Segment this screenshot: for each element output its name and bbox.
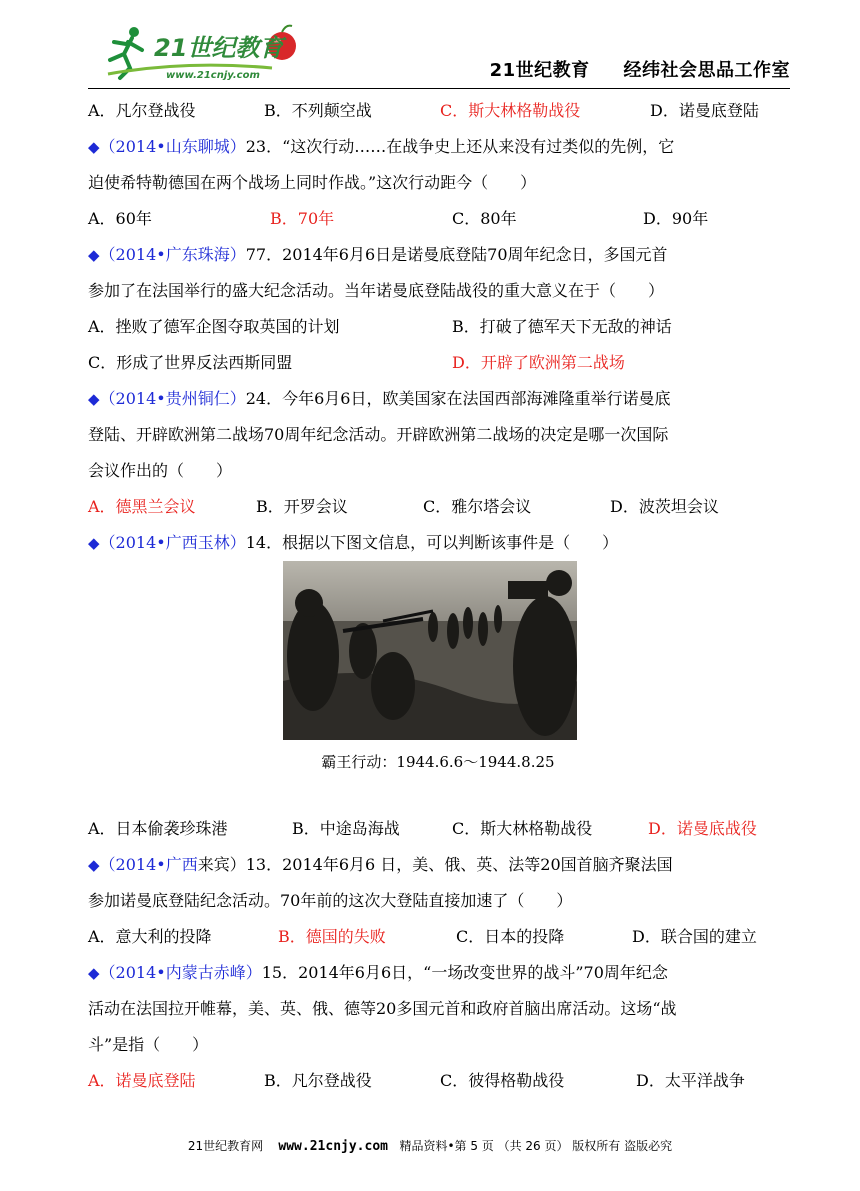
q4-option-b: B．中途岛海战 bbox=[292, 819, 400, 838]
q2-options-ab bbox=[88, 309, 788, 345]
header-studio: 经纬社会思品工作室 bbox=[623, 60, 790, 81]
q1-line2: 迫使希特勒德国在两个战场上同时作战。”这次行动距今（ ） bbox=[88, 173, 537, 192]
q2-options-cd bbox=[88, 345, 788, 381]
footer-rest: 精品资料•第 5 页 （共 26 页） 版权所有 盗版必究 bbox=[399, 1139, 673, 1153]
q0-option-a: A．凡尔登战役 bbox=[88, 101, 196, 120]
page-header bbox=[88, 20, 790, 86]
q5-options bbox=[88, 919, 788, 955]
q2-option-b: B．打破了德军天下无敌的神话 bbox=[452, 317, 672, 336]
q4-options bbox=[88, 811, 788, 847]
diamond-icon: ◆ bbox=[88, 246, 100, 264]
header-rule bbox=[88, 88, 790, 89]
q2-source: （2014•广东珠海） bbox=[99, 245, 246, 264]
footer-url[interactable]: www.21cnjy.com bbox=[278, 1139, 388, 1154]
q6-source: （2014•内蒙古赤峰） bbox=[99, 963, 262, 982]
q3-source: （2014•贵州铜仁） bbox=[99, 389, 246, 408]
q4-figure bbox=[88, 561, 788, 811]
q6-options bbox=[88, 1063, 788, 1099]
q2-line1: ◆（2014•广东珠海）77．2014年6月6日是诺曼底登陆70周年纪念日，多国元首 bbox=[88, 245, 668, 264]
q6-line1: ◆（2014•内蒙古赤峰）15．2014年6月6日，“一场改变世界的战斗”70周年纪念 bbox=[88, 963, 668, 982]
q4-option-d: D．诺曼底战役 bbox=[648, 819, 757, 838]
q5-option-c: C．日本的投降 bbox=[456, 927, 565, 946]
logo-text: 21世纪教育 bbox=[154, 34, 284, 62]
q3-option-d: D．波茨坦会议 bbox=[610, 497, 719, 516]
q6-option-d: D．太平洋战争 bbox=[636, 1071, 745, 1090]
q0-options bbox=[88, 93, 788, 129]
footer-site: 21世纪教育网 bbox=[187, 1139, 264, 1153]
q3-option-b: B．开罗会议 bbox=[256, 497, 348, 516]
q3-line3: 会议作出的（ ） bbox=[88, 461, 233, 480]
diamond-icon: ◆ bbox=[88, 856, 100, 874]
q5-option-b: B．德国的失败 bbox=[278, 927, 386, 946]
q6-line2: 活动在法国拉开帷幕，美、英、俄、德等20多国元首和政府首脑出席活动。这场“战 bbox=[88, 999, 677, 1018]
q5-source: （2014•广西 bbox=[99, 855, 198, 874]
q4-source: （2014•广西玉林） bbox=[99, 533, 246, 552]
q3-line1: ◆（2014•贵州铜仁）24．今年6月6日，欧美国家在法国西部海滩隆重举行诺曼底 bbox=[88, 389, 671, 408]
q2-option-c: C．形成了世界反法西斯同盟 bbox=[88, 353, 293, 372]
logo-url: www.21cnjy.com bbox=[166, 70, 260, 81]
q5-source-tail: 来宾） bbox=[197, 855, 246, 874]
q5-line2: 参加诺曼底登陆纪念活动。70年前的这次大登陆直接加速了（ ） bbox=[88, 891, 573, 910]
q1-option-a: A．60年 bbox=[88, 209, 152, 228]
header-brand: 21世纪教育 bbox=[489, 60, 590, 81]
page-content bbox=[88, 93, 788, 1099]
q1-option-c: C．80年 bbox=[452, 209, 517, 228]
diamond-icon: ◆ bbox=[88, 138, 100, 156]
q4-option-a: A．日本偷袭珍珠港 bbox=[88, 819, 228, 838]
q3-line2: 登陆、开辟欧洲第二战场70周年纪念活动。开辟欧洲第二战场的决定是哪一次国际 bbox=[88, 425, 669, 444]
diamond-icon: ◆ bbox=[88, 964, 100, 982]
q0-option-d: D．诺曼底登陆 bbox=[650, 101, 759, 120]
q3-options bbox=[88, 489, 788, 525]
q4-option-c: C．斯大林格勒战役 bbox=[452, 819, 593, 838]
logo bbox=[96, 20, 326, 84]
q6-option-c: C．彼得格勒战役 bbox=[440, 1071, 565, 1090]
q5-option-d: D．联合国的建立 bbox=[632, 927, 757, 946]
q1-options bbox=[88, 201, 788, 237]
q6-option-a: A．诺曼底登陆 bbox=[88, 1071, 196, 1090]
q2-option-a: A．挫败了德军企图夺取英国的计划 bbox=[88, 317, 340, 336]
beach-landing-photo bbox=[283, 561, 577, 740]
q1-line1: ◆（2014•山东聊城）23．“这次行动……在战争史上还从来没有过类似的先例，它 bbox=[88, 137, 675, 156]
q1-option-d: D．90年 bbox=[643, 209, 709, 228]
q1-option-b: B．70年 bbox=[270, 209, 335, 228]
q4-line1: ◆（2014•广西玉林）14．根据以下图文信息，可以判断该事件是（ ） bbox=[88, 533, 619, 552]
diamond-icon: ◆ bbox=[88, 534, 100, 552]
diamond-icon: ◆ bbox=[88, 390, 100, 408]
q0-option-b: B．不列颠空战 bbox=[264, 101, 372, 120]
q0-option-c: C．斯大林格勒战役 bbox=[440, 101, 581, 120]
q5-option-a: A．意大利的投降 bbox=[88, 927, 212, 946]
q4-caption: 霸王行动：1944.6.6～1944.8.25 bbox=[321, 753, 555, 771]
q5-line1: ◆（2014•广西来宾）13．2014年6月6 日，美、俄、英、法等20国首脑齐聚法国 bbox=[88, 855, 673, 874]
q2-line2: 参加了在法国举行的盛大纪念活动。当年诺曼底登陆战役的重大意义在于（ ） bbox=[88, 281, 665, 300]
q2-option-d: D．开辟了欧洲第二战场 bbox=[452, 353, 625, 372]
q6-line3: 斗”是指（ ） bbox=[88, 1035, 209, 1054]
page-footer bbox=[0, 1137, 860, 1154]
q3-option-a: A．德黑兰会议 bbox=[88, 497, 196, 516]
q1-source: （2014•山东聊城） bbox=[99, 137, 246, 156]
header-title bbox=[490, 56, 790, 82]
q6-option-b: B．凡尔登战役 bbox=[264, 1071, 372, 1090]
q3-option-c: C．雅尔塔会议 bbox=[423, 497, 532, 516]
